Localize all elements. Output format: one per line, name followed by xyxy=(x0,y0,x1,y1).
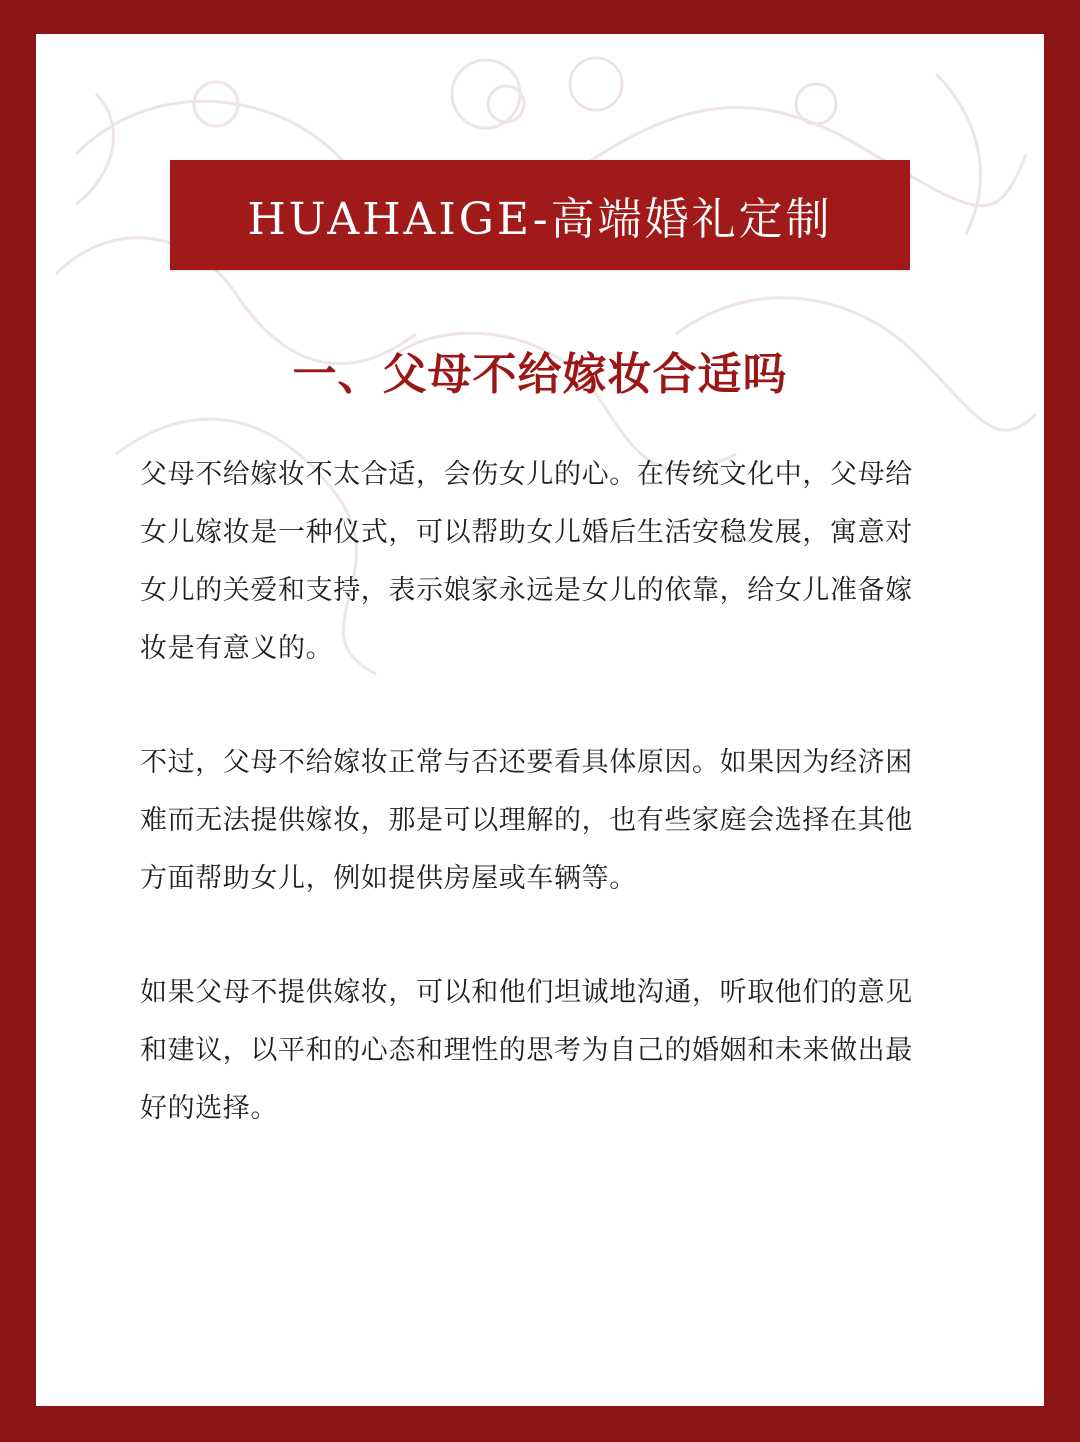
paragraph-2: 不过，父母不给嫁妆正常与否还要看具体原因。如果因为经济困难而无法提供嫁妆，那是可以理解的，也有些家庭会选择在其他方面帮助女儿，例如提供房屋或车辆等。 xyxy=(140,747,913,894)
content-card xyxy=(36,34,1044,1406)
brand-banner xyxy=(170,160,910,270)
section-heading: 一、父母不给嫁妆合适吗 xyxy=(292,349,788,400)
paragraph-1: 父母不给嫁妆不太合适，会伤女儿的心。在传统文化中，父母给女儿嫁妆是一种仪式，可以帮助女儿婚后生活安稳发展，寓意对女儿的关爱和支持，表示娘家永远是女儿的依靠，给女儿准备嫁妆是有意义的。 xyxy=(140,459,913,664)
paragraph-3: 如果父母不提供嫁妆，可以和他们坦诚地沟通，听取他们的意见和建议，以平和的心态和理性的思考为自己的婚姻和未来做出最好的选择。 xyxy=(140,977,913,1124)
brand-title: HUAHAIGE-高端婚礼定制 xyxy=(247,194,833,245)
